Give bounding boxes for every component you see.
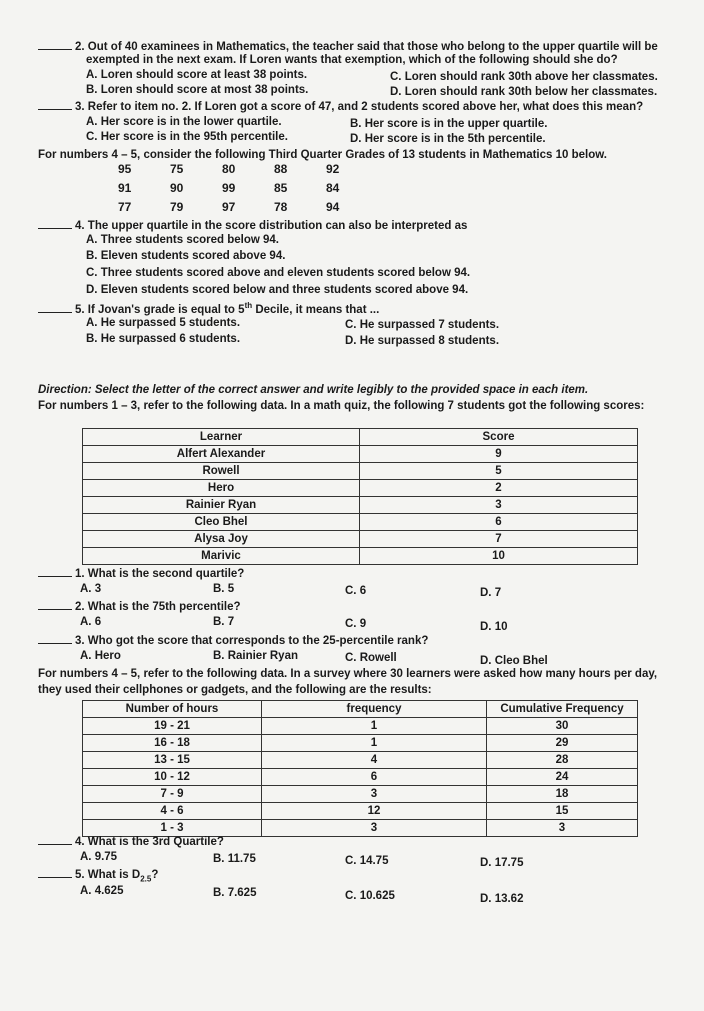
header-hours: Number of hours — [83, 701, 262, 718]
p2-q1-b: B. 5 — [213, 583, 235, 595]
q4-option-d: D. Eleven students scored below and three students scored above 94. — [86, 284, 469, 296]
q3-stem: 3. Refer to item no. 2. If Loren got a score of 47, and 2 students scored above her, what does this mean? — [38, 99, 643, 114]
q4-stem: 4. The upper quartile in the score distribution can also be interpreted as — [38, 218, 467, 233]
answer-blank[interactable] — [38, 99, 72, 110]
answer-blank[interactable] — [38, 302, 72, 313]
scores-table — [82, 428, 638, 565]
p2-q2-d: D. 10 — [480, 621, 508, 633]
table-row: Rowell 5 — [83, 463, 638, 480]
intro-1-3: For numbers 1 – 3, refer to the following data. In a math quiz, the following 7 students got the following scores: — [38, 400, 645, 412]
answer-blank[interactable] — [38, 218, 72, 229]
q2-option-b: B. Loren should score at most 38 points. — [86, 84, 309, 96]
table-row: 16 - 18 1 29 — [83, 735, 638, 752]
q2-stem-line2: exempted in the next exam. If Loren wants that exemption, which of the following should she do? — [86, 54, 618, 66]
p2-q5-b: B. 7.625 — [213, 887, 257, 899]
answer-blank[interactable] — [38, 566, 72, 577]
answer-blank[interactable] — [38, 599, 72, 610]
answer-blank[interactable] — [38, 867, 72, 878]
p2-q5-d: D. 13.62 — [480, 893, 524, 905]
table-row: Rainier Ryan 3 — [83, 497, 638, 514]
q2-option-c: C. Loren should rank 30th above her classmates. — [390, 71, 658, 83]
q5-option-b: B. He surpassed 6 students. — [86, 333, 241, 345]
header-learner: Learner — [83, 429, 360, 446]
grades-grid: 95 75 80 88 92 91 90 99 85 84 77 79 97 78 94 — [118, 162, 340, 214]
hours-table — [82, 700, 638, 837]
p2-q2-b: B. 7 — [213, 616, 235, 628]
p2-q1-a: A. 3 — [80, 583, 102, 595]
p2-q3-c: C. Rowell — [345, 652, 397, 664]
table-header-row — [83, 429, 638, 446]
direction: Direction: Select the letter of the correct answer and write legibly to the provided space in each item. — [38, 384, 589, 396]
q5-stem: 5. If Jovan's grade is equal to 5th Decile, it means that ... — [38, 299, 379, 317]
answer-blank[interactable] — [38, 39, 72, 50]
p2-q3-stem: 3. Who got the score that corresponds to the 25-percentile rank? — [38, 633, 428, 648]
table-row: 13 - 15 4 28 — [83, 752, 638, 769]
q3-option-d: D. Her score is in the 5th percentile. — [350, 133, 546, 145]
q2-option-d: D. Loren should rank 30th below her classmates. — [390, 86, 658, 98]
q4-number: 4. — [75, 220, 85, 232]
intro-4-5: For numbers 4 – 5, consider the following Third Quarter Grades of 13 students in Mathematics 10 below. — [38, 149, 607, 161]
p2-q3-d: D. Cleo Bhel — [480, 655, 548, 667]
q3-option-a: A. Her score is in the lower quartile. — [86, 116, 282, 128]
q4-option-b: B. Eleven students scored above 94. — [86, 250, 286, 262]
q4-option-c: C. Three students scored above and eleven students scored below 94. — [86, 267, 471, 279]
table-row: Marivic 10 — [83, 548, 638, 565]
intro-4-5-p2-line1: For numbers 4 – 5, refer to the following data. In a survey where 30 learners were asked how many hours per day, — [38, 668, 658, 680]
p2-q3-b: B. Rainier Ryan — [213, 650, 298, 662]
answer-blank[interactable] — [38, 834, 72, 845]
p2-q5-stem: 5. What is $D_{2.5}$? — [38, 867, 158, 886]
table-row: 4 - 6 12 15 — [83, 803, 638, 820]
q3-option-b: B. Her score is in the upper quartile. — [350, 118, 548, 130]
p2-q4-b: B. 11.75 — [213, 853, 256, 865]
p2-q2-a: A. 6 — [80, 616, 102, 628]
header-frequency: frequency — [262, 701, 487, 718]
q5-option-a: A. He surpassed 5 students. — [86, 317, 241, 329]
p2-q1-stem: 1. What is the second quartile? — [38, 566, 244, 581]
q4-option-a: A. Three students scored below 94. — [86, 234, 279, 246]
answer-blank[interactable] — [38, 633, 72, 644]
p2-q1-d: D. 7 — [480, 587, 502, 599]
header-cumulative: Cumulative Frequency — [487, 701, 638, 718]
p2-q1-c: C. 6 — [345, 585, 367, 597]
q5-option-c: C. He surpassed 7 students. — [345, 319, 500, 331]
q2-number: 2. — [75, 41, 85, 53]
q2-stem-line1: 2. Out of 40 examinees in Mathematics, the teacher said that those who belong to the upper quartile will be — [38, 39, 658, 54]
table-row: Alfert Alexander 9 — [83, 446, 638, 463]
p2-q2-c: C. 9 — [345, 618, 367, 630]
p2-q5-a: A. 4.625 — [80, 885, 124, 897]
table-row: Alysa Joy 7 — [83, 531, 638, 548]
p2-q2-stem: 2. What is the 75th percentile? — [38, 599, 241, 614]
q5-number: 5. — [75, 303, 85, 316]
p2-q5-c: C. 10.625 — [345, 890, 395, 902]
table-row: Cleo Bhel 6 — [83, 514, 638, 531]
q3-option-c: C. Her score is in the 95th percentile. — [86, 131, 288, 143]
table-row: 19 - 21 1 30 — [83, 718, 638, 735]
p2-q4-d: D. 17.75 — [480, 857, 524, 869]
intro-4-5-p2-line2: they used their cellphones or gadgets, and the following are the results: — [38, 684, 432, 696]
header-score: Score — [360, 429, 638, 446]
p2-q3-a: A. Hero — [80, 650, 121, 662]
table-row: 10 - 12 6 24 — [83, 769, 638, 786]
p2-q4-c: C. 14.75 — [345, 855, 389, 867]
q5-option-d: D. He surpassed 8 students. — [345, 335, 500, 347]
table-row: 1 - 3 3 3 — [83, 820, 638, 837]
table-header-row — [83, 701, 638, 718]
p2-q4-stem: 4. What is the 3rd Quartile? — [38, 834, 224, 849]
table-row: Hero 2 — [83, 480, 638, 497]
table-row: 7 - 9 3 18 — [83, 786, 638, 803]
q2-option-a: A. Loren should score at least 38 points. — [86, 69, 308, 81]
p2-q4-a: A. 9.75 — [80, 851, 118, 863]
q3-number: 3. — [75, 101, 85, 113]
